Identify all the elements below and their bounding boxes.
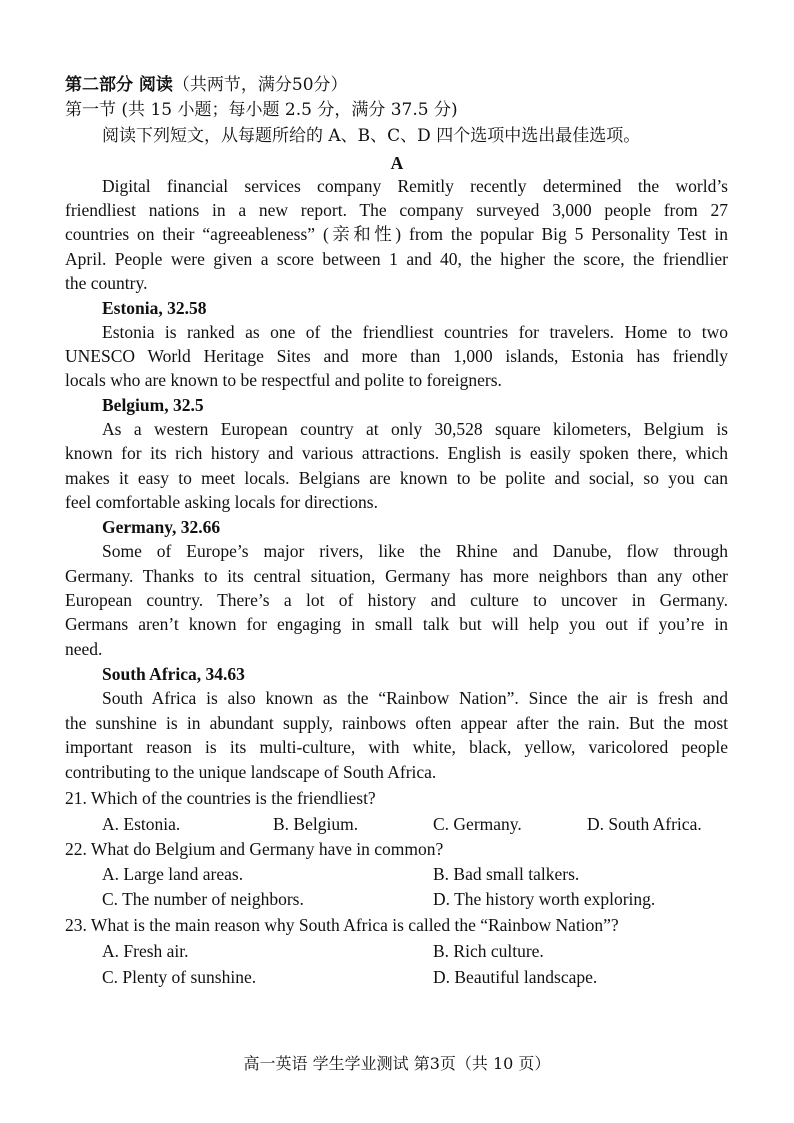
answer-option: C. The number of neighbors. (102, 889, 304, 909)
country-line: feel comfortable asking locals for directions. (65, 492, 378, 512)
country-line: makes it easy to meet locals. Belgians are known to be polite and social, so you can (65, 468, 728, 488)
part-title: 第二部分 阅读 (65, 75, 173, 95)
answer-option: A. Large land areas. (102, 864, 244, 884)
answer-option: D. South Africa. (587, 814, 702, 834)
question-stem: 23. What is the main reason why South Africa is called the “Rainbow Nation”? (65, 915, 619, 935)
country-line: UNESCO World Heritage Sites and more than 1,000 islands, Estonia has friendly (65, 346, 728, 366)
intro-line: the country. (65, 273, 148, 293)
country-line: contributing to the unique landscape of South Africa. (65, 762, 437, 782)
intro-line: Digital financial services company Remitly recently determined the world’s (102, 176, 728, 196)
country-line: known for its rich history and various attractions. English is easily spoken there, which (65, 443, 728, 463)
answer-option: D. Beautiful landscape. (433, 967, 598, 987)
country-line: European country. There’s a lot of history and culture to uncover in Germany. (65, 590, 728, 610)
country-line: locals who are known to be respectful and polite to foreigners. (65, 370, 502, 390)
answer-option: B. Rich culture. (433, 941, 544, 961)
country-line: Estonia is ranked as one of the friendliest countries for travelers. Home to two (102, 322, 728, 342)
country-heading: South Africa, 34.63 (102, 664, 245, 684)
country-line: the sunshine is in abundant supply, rainbows often appear after the rain. But the most (65, 713, 728, 733)
answer-option: B. Belgium. (273, 814, 359, 834)
question-stem: 21. Which of the countries is the friendliest? (65, 788, 376, 808)
intro-line: countries on their “agreeableness” (亲和性) from the popular Big 5 Personality Test in (65, 224, 728, 244)
country-line: Germany. Thanks to its central situation, Germany has more neighbors than any other (65, 566, 728, 586)
country-line: Germans aren’t known for engaging in small talk but will help you out if you’re in (65, 614, 728, 634)
country-line: South Africa is also known as the “Rainbow Nation”. Since the air is fresh and (102, 688, 728, 708)
country-line: Some of Europe’s major rivers, like the Rhine and Danube, flow through (102, 541, 728, 561)
country-heading: Germany, 32.66 (102, 517, 221, 537)
subsection-title: 第一节 (共 15 小题；每小题 2.5 分，满分 37.5 分) (65, 100, 458, 120)
part-note: （共两节，满分50分） (172, 75, 348, 95)
answer-option: C. Plenty of sunshine. (102, 967, 257, 987)
answer-option: C. Germany. (433, 814, 522, 834)
passage-letter: A (390, 153, 404, 173)
answer-option: B. Bad small talkers. (433, 864, 580, 884)
section-header (65, 73, 348, 97)
country-heading: Estonia, 32.58 (102, 298, 207, 318)
country-heading: Belgium, 32.5 (102, 395, 204, 415)
page-footer: 高一英语 学生学业测试 第3页（共 10 页） (243, 1054, 551, 1073)
intro-line: friendliest nations in a new report. The company surveyed 3,000 people from 27 (65, 200, 728, 220)
country-line: important reason is its multi-culture, with white, black, yellow, varicolored people (65, 737, 728, 757)
question-stem: 22. What do Belgium and Germany have in common? (65, 839, 444, 859)
answer-option: D. The history worth exploring. (433, 889, 656, 909)
country-line: As a western European country at only 30,528 square kilometers, Belgium is (102, 419, 728, 439)
instruction-text: 阅读下列短文，从每题所给的 A、B、C、D 四个选项中选出最佳选项。 (102, 126, 641, 146)
answer-option: A. Fresh air. (102, 941, 189, 961)
intro-line: April. People were given a score between 1 and 40, the higher the score, the friendlier (65, 249, 728, 269)
answer-option: A. Estonia. (102, 814, 181, 834)
country-line: need. (65, 639, 103, 659)
